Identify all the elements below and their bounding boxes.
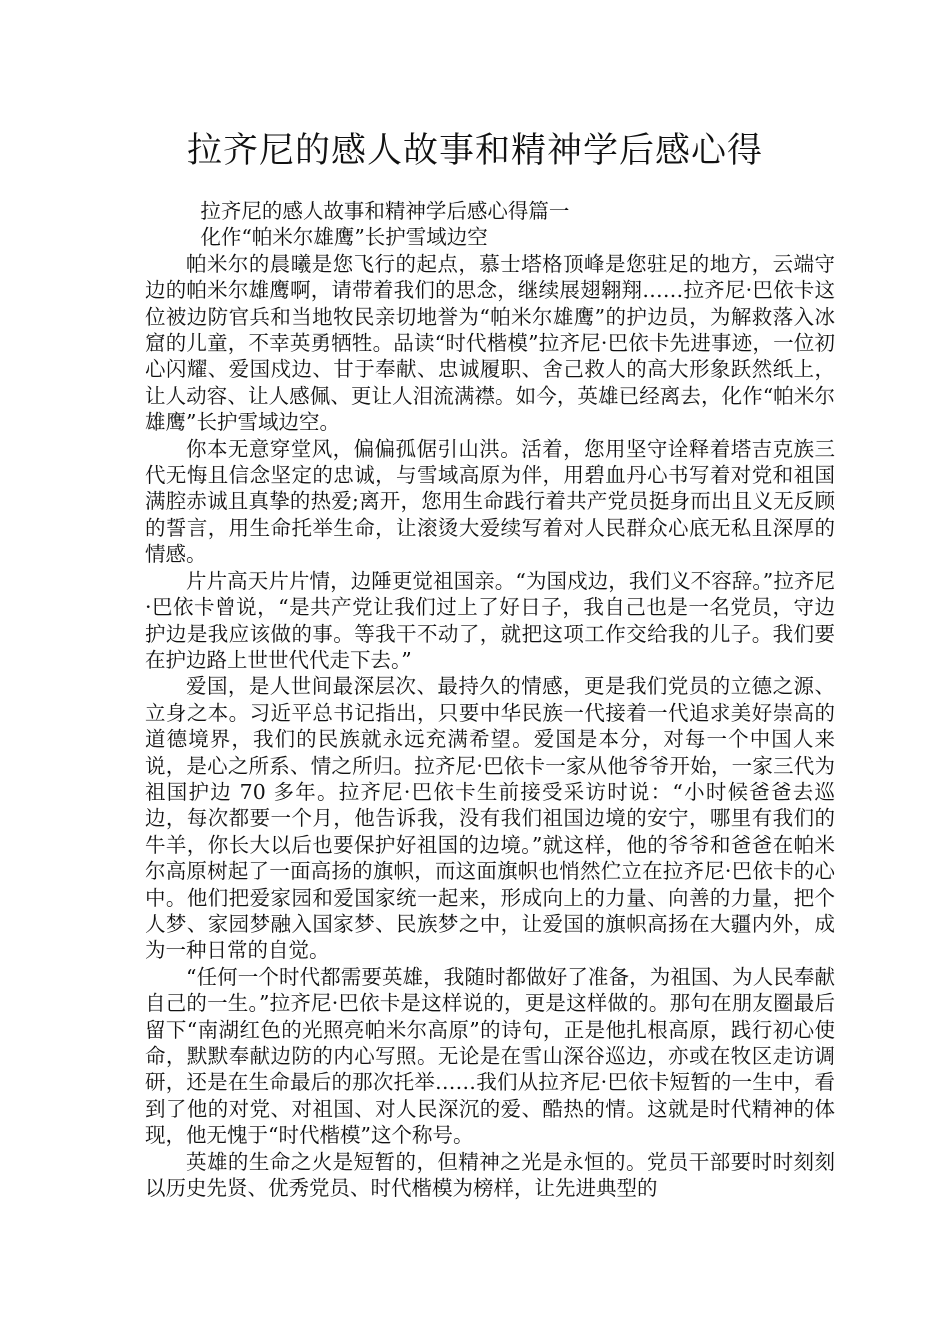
- body-paragraph: 片片高天片片情，边陲更觉祖国亲。“为国戍边，我们义不容辞。”拉齐尼·巴依卡曾说，“是共产党让我们过上了好日子，我自己也是一名党员，守边护边是我应该做的事。等我干不动了，就把这项工作交给我的儿子。我们要在护边路上世世代代走下去。”: [145, 568, 835, 672]
- article-subheading: 拉齐尼的感人故事和精神学后感心得篇一: [200, 199, 570, 223]
- body-paragraph: “任何一个时代都需要英雄，我随时都做好了准备，为祖国、为人民奉献自己的一生。”拉齐尼·巴依卡是这样说的，更是这样做的。那句在朋友圈最后留下“南湖红色的光照亮帕米尔高原”的诗句，正是他扎根高原，践行初心使命，默默奉献边防的内心写照。无论是在雪山深谷巡边，亦或在牧区走访调研，还是在生命最后的那次托举……我们从拉齐尼·巴依卡短暂的一生中，看到了他的对党、对祖国、对人民深沉的爱、酷热的情。这就是时代精神的体现，他无愧于“时代楷模”这个称号。: [145, 964, 835, 1148]
- body-paragraph: 英雄的生命之火是短暂的，但精神之光是永恒的。党员干部要时时刻刻以历史先贤、优秀党员、时代楷模为榜样，让先进典型的: [145, 1149, 835, 1201]
- body-paragraph: 爱国，是人世间最深层次、最持久的情感，更是我们党员的立德之源、立身之本。习近平总书记指出，只要中华民族一代接着一代追求美好崇高的道德境界，我们的民族就永远充满希望。爱国是本分，对每一个中国人来说，是心之所系、情之所归。拉齐尼·巴依卡一家从他爷爷开始，一家三代为祖国护边 70 多年。拉齐尼·巴依卡生前接受采访时说：“小时候爸爸去巡边，每次都要一个月，他告诉我，没有我们祖国边境的安宁，哪里有我们的牛羊，你长大以后也要保护好祖国的边境。”就这样，他的爷爷和爸爸在帕米尔高原树起了一面高扬的旗帜，而这面旗帜也悄然伫立在拉齐尼·巴依卡的心中。他们把爱家园和爱国家统一起来，形成向上的力量、向善的力量，把个人梦、家园梦融入国家梦、民族梦之中，让爱国的旗帜高扬在大疆内外，成为一种日常的自觉。: [145, 674, 835, 963]
- body-paragraph: 你本无意穿堂风，偏偏孤倨引山洪。活着，您用坚守诠释着塔吉克族三代无悔且信念坚定的忠诚，与雪域高原为伴，用碧血丹心书写着对党和祖国满腔赤诚且真挚的热爱;离开，您用生命践行着共产党员挺身而出且义无反顾的誓言，用生命托举生命，让滚烫大爱续写着对人民群众心底无私且深厚的情感。: [145, 436, 835, 567]
- document-body: [145, 198, 835, 1201]
- body-paragraph: 帕米尔的晨曦是您飞行的起点，慕士塔格顶峰是您驻足的地方，云端守边的帕米尔雄鹰啊，请带着我们的思念，继续展翅翱翔……拉齐尼·巴依卡这位被边防官兵和当地牧民亲切地誉为“帕米尔雄鹰”的护边员，为解救落入冰窟的儿童，不幸英勇牺牲。品读“时代楷模”拉齐尼·巴依卡先进事迹，一位初心闪耀、爱国戍边、甘于奉献、忠诚履职、舍己救人的高大形象跃然纸上，让人动容、让人感佩、更让人泪流满襟。如今，英雄已经离去，化作“帕米尔雄鹰”长护雪域边空。: [145, 251, 835, 435]
- section-heading: 化作“帕米尔雄鹰”长护雪域边空: [200, 225, 488, 250]
- document-title: 拉齐尼的感人故事和精神学后感心得: [186, 131, 763, 171]
